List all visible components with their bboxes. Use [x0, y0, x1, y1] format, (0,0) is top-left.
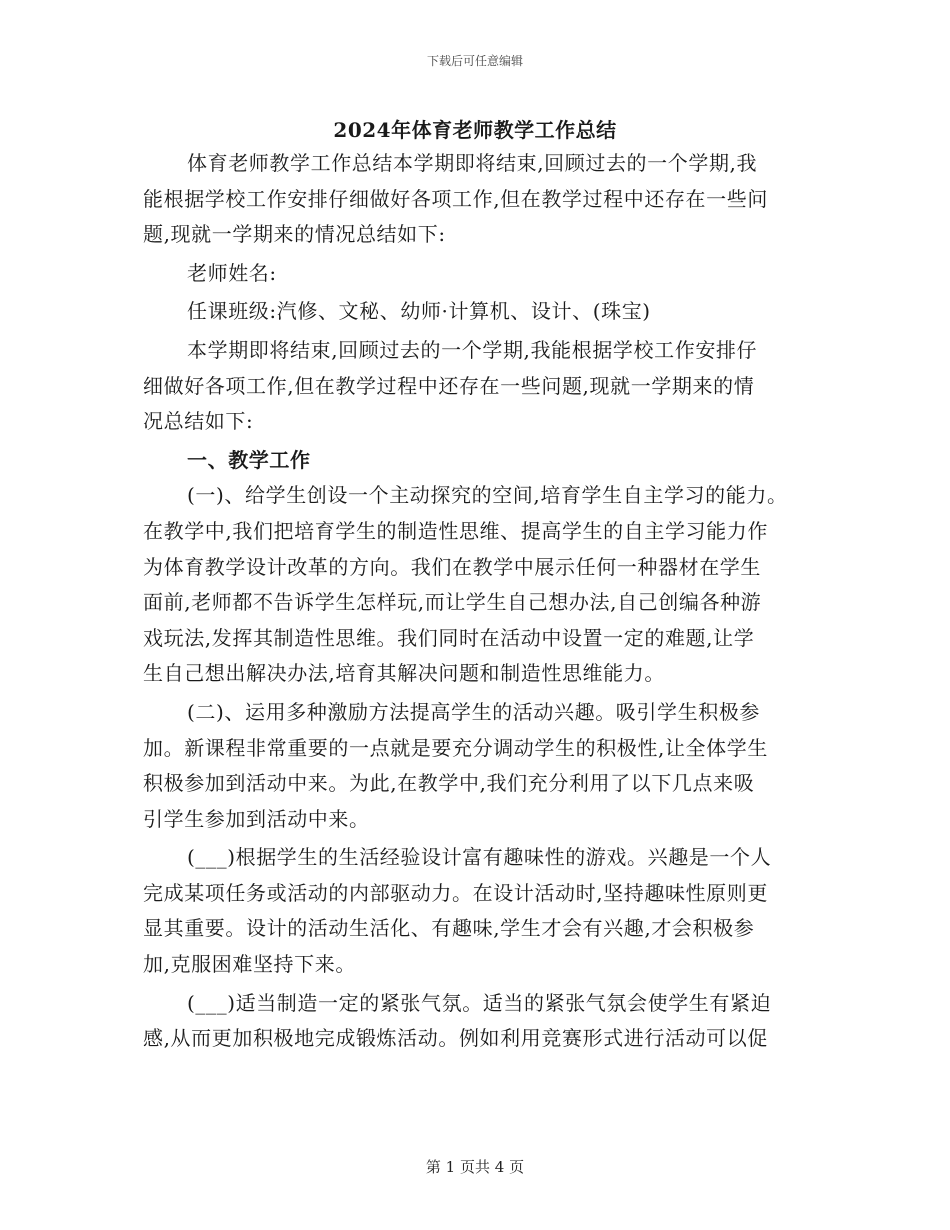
paragraph-line: (二)、运用多种激励方法提高学生的活动兴趣。吸引学生积极参 — [187, 699, 761, 724]
paragraph-line: 完成某项任务或活动的内部驱动力。在设计活动时,坚持趣味性原则更 — [143, 880, 768, 905]
classes-line: 任课班级:汽修、文秘、幼师·计算机、设计、(珠宝) — [187, 299, 651, 324]
paragraph-line: 加。新课程非常重要的一点就是要充分调动学生的积极性,让全体学生 — [143, 735, 768, 760]
paragraph-line: (___)适当制造一定的紧张气氛。适当的紧张气氛会使学生有紧迫 — [187, 990, 772, 1015]
paragraph-line: 加,克服困难坚持下来。 — [143, 952, 356, 977]
paragraph-line: 本学期即将结束,回顾过去的一个学期,我能根据学校工作安排仔 — [187, 337, 758, 362]
paragraph-line: 积极参加到活动中来。为此,在教学中,我们充分利用了以下几点来吸 — [143, 771, 755, 796]
page-footer: 第 1 页共 4 页 — [425, 1158, 525, 1176]
paragraph-line: (___)根据学生的生活经验设计富有趣味性的游戏。兴趣是一个人 — [187, 845, 772, 870]
paragraph-line: 戏玩法,发挥其制造性思维。我们同时在活动中设置一定的难题,让学 — [143, 625, 755, 650]
paragraph-line: 况总结如下: — [143, 409, 254, 434]
paragraph-line: 细做好各项工作,但在教学过程中还存在一些问题,现就一学期来的情 — [143, 373, 755, 398]
paragraph-line: (一)、给学生创设一个主动探究的空间,培育学生自主学习的能力。 — [187, 483, 788, 508]
paragraph-line: 在教学中,我们把培育学生的制造性思维、提高学生的自主学习能力作 — [143, 518, 768, 543]
header-note: 下载后可任意编辑 — [426, 54, 523, 68]
paragraph-line: 引学生参加到活动中来。 — [143, 806, 370, 831]
document-title: 2024年体育老师教学工作总结 — [333, 118, 617, 142]
paragraph-line: 为体育教学设计改革的方向。我们在教学中展示任何一种器材在学生 — [143, 554, 761, 579]
paragraph-line: 生自己想出解决办法,培育其解决问题和制造性思维能力。 — [143, 661, 665, 686]
paragraph-line: 显其重要。设计的活动生活化、有趣味,学生才会有兴趣,才会积极参 — [143, 916, 755, 941]
section-heading: 一、教学工作 — [187, 447, 311, 472]
paragraph-line: 感,从而更加积极地完成锻炼活动。例如利用竞赛形式进行活动可以促 — [143, 1026, 768, 1051]
paragraph-line: 能根据学校工作安排仔细做好各项工作,但在教学过程中还存在一些问 — [143, 186, 768, 211]
paragraph-line: 题,现就一学期来的情况总结如下: — [143, 222, 446, 247]
paragraph-line: 面前,老师都不告诉学生怎样玩,而让学生自己想办法,自己创编各种游 — [143, 590, 762, 615]
document-body — [143, 146, 813, 1057]
teacher-name-label: 老师姓名: — [187, 260, 277, 285]
paragraph-line: 体育老师教学工作总结本学期即将结束,回顾过去的一个学期,我 — [187, 151, 758, 175]
